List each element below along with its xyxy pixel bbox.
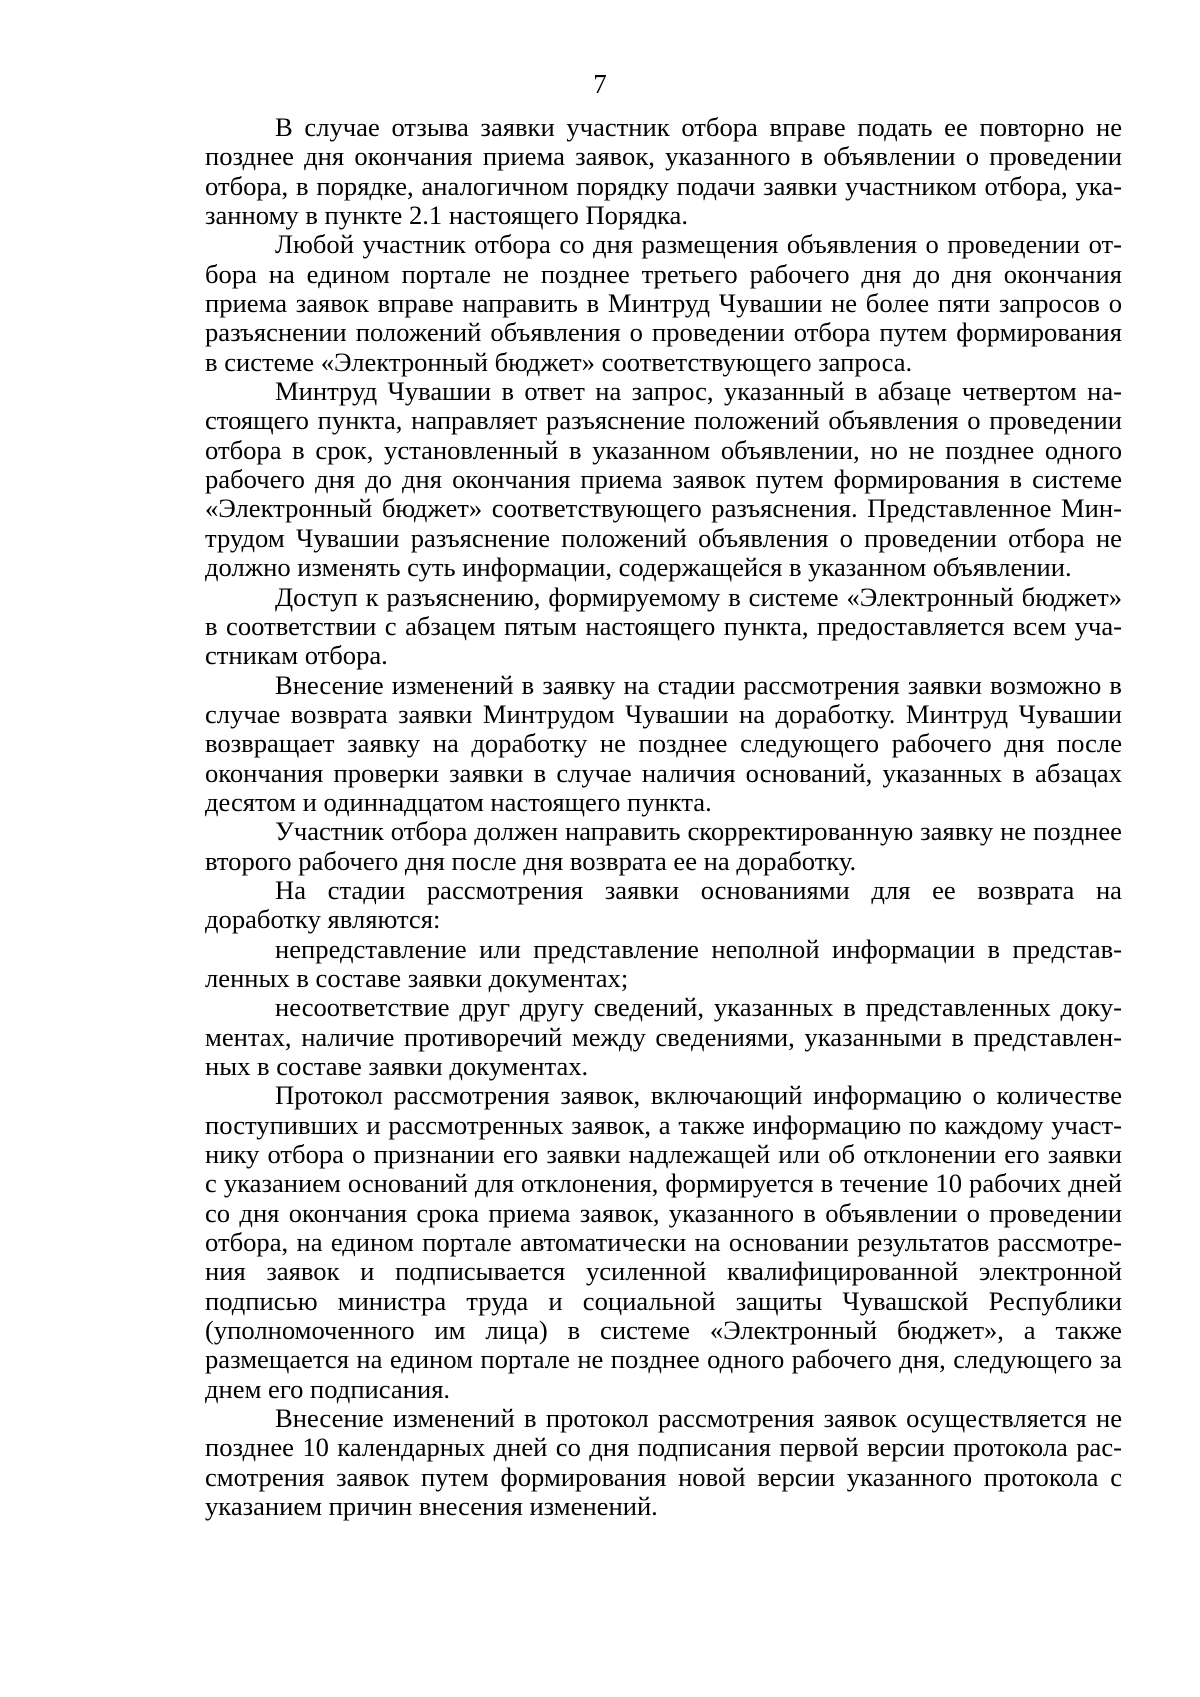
paragraph: Внесение изменений в протокол рассмотрения заявок осуществляется не позднее 10 календарных дней со дня подписания первой версии протокола рассмотрения заявок путем формирования новой версии указанного протокола с указанием причин внесения изменений. [205,1403,1122,1522]
paragraph: Протокол рассмотрения заявок, включающий информацию о количестве поступивших и рассмотренных заявок, а также информацию по каждому участнику отбора о признании его заявки надлежащей или об отклонении его заявки с указанием оснований для отклонения, формируется в течение 10 рабочих дней со дня окончания срока приема заявок, указанного в объявлении о проведении отбора, на едином портале автоматически на основании результатов рассмотрения заявок и подписывается усиленной квалифицированной электронной подписью министра труда и социальной защиты Чувашской Республики (уполномоченного им лица) в системе «Электронный бюджет», а также размещается на едином портале не позднее одного рабочего дня, следующего за днем его подписания. [205,1080,1122,1404]
paragraph: В случае отзыва заявки участник отбора вправе подать ее повторно не позднее дня окончания приема заявок, указанного в объявлении о проведении отбора, в порядке, аналогичном порядку подачи заявки участником отбора, указанному в пункте 2.1 настоящего Порядка. [205,112,1122,231]
paragraph: Минтруд Чувашии в ответ на запрос, указанный в абзаце четвертом настоящего пункта, направляет разъяснение положений объявления о проведении отбора в срок, установленный в указанном объявлении, но не позднее одного рабочего дня до дня окончания приема заявок путем формирования в системе «Электронный бюджет» соответствующего разъяснения. Представленное Минтрудом Чувашии разъяснение положений объявления о проведении отбора не должно изменять суть информации, содержащейся в указанном объявлении. [205,376,1122,583]
document-body [205,113,1122,1522]
paragraph: Любой участник отбора со дня размещения объявления о проведении отбора на едином портале не позднее третьего рабочего дня до дня окончания приема заявок вправе направить в Минтруд Чувашии не более пяти запросов о разъяснении положений объявления о проведении отбора путем формирования в системе «Электронный бюджет» соответствующего запроса. [205,229,1122,377]
paragraph: На стадии рассмотрения заявки основаниями для ее возврата на доработку являются: [205,874,1122,935]
page-number: 7 [593,69,607,99]
paragraph: Участник отбора должен направить скорректированную заявку не позднее второго рабочего дня после дня возврата ее на доработку. [205,816,1122,876]
paragraph: Внесение изменений в заявку на стадии рассмотрения заявки возможно в случае возврата заявки Минтрудом Чувашии на доработку. Минтруд Чувашии возвращает заявку на доработку не позднее следующего рабочего дня после окончания проверки заявки в случае наличия оснований, указанных в абзацах десятом и одиннадцатом настоящего пункта. [205,669,1122,817]
paragraph: Доступ к разъяснению, формируемому в системе «Электронный бюджет» в соответствии с абзацем пятым настоящего пункта, предоставляется всем участникам отбора. [205,581,1122,671]
paragraph: несоответствие друг другу сведений, указанных в представленных документах, наличие противоречий между сведениями, указанными в представленных в составе заявки документах. [205,992,1122,1081]
paragraph: непредставление или представление неполной информации в представленных в составе заявки документах; [205,933,1122,993]
